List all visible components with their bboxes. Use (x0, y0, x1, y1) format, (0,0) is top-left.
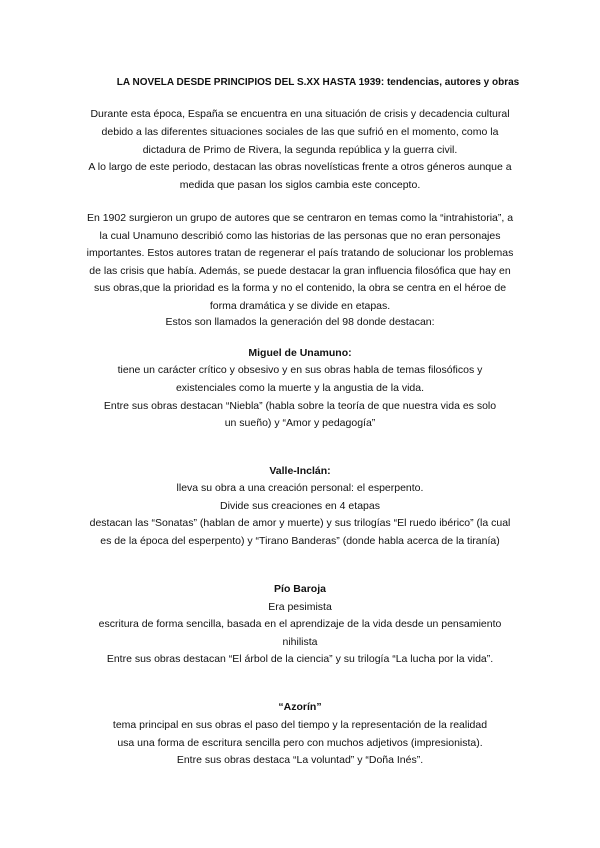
azorin-line: tema principal en sus obras el paso del tiempo y la representación de la realidad (112, 719, 488, 731)
author-heading-baroja: Pío Baroja (274, 583, 326, 595)
author-heading-valle: Valle-Inclán: (269, 465, 331, 477)
intro-paragraph-1-line: A lo largo de este periodo, destacan las obras novelísticas frente a otros géneros aunque a (88, 161, 512, 173)
unamuno-line: existenciales como la muerte y la angustia de la vida. (175, 382, 425, 394)
intro-paragraph-1-line: dictadura de Primo de Rivera, la segunda república y la guerra civil. (142, 144, 458, 156)
author-heading-azorin: “Azorín” (278, 701, 322, 713)
baroja-line: Era pesimista (268, 601, 332, 613)
intro-paragraph-2-line: En 1902 surgieron un grupo de autores que se centraron en temas como la “intrahistoria”, a (86, 212, 514, 224)
intro-paragraph-2-line: la cual Unamuno describió como las historias de las personas que no eran personajes (99, 230, 501, 242)
valle-line: es de la época del esperpento) y “Tirano Banderas” (donde habla acerca de la tiranía) (100, 535, 500, 547)
document-title: LA NOVELA DESDE PRINCIPIOS DEL S.XX HASTA 1939: tendencias, autores y obras (116, 77, 520, 88)
azorin-line: usa una forma de escritura sencilla pero con muchos adjetivos (impresionista). (117, 737, 483, 749)
unamuno-line: un sueño) y “Amor y pedagogía” (224, 417, 376, 429)
intro-paragraph-2-line: Estos son llamados la generación del 98 donde destacan: (165, 316, 435, 328)
baroja-line: Entre sus obras destacan “El árbol de la ciencia” y su trilogía “La lucha por la vida”. (106, 653, 494, 665)
intro-paragraph-2-line: importantes. Estos autores tratan de regenerar el país tratando de solucionar los problemas (86, 247, 514, 259)
intro-paragraph-1-line: medida que pasan los siglos cambia este concepto. (179, 179, 421, 191)
author-heading-unamuno: Miguel de Unamuno: (248, 347, 352, 359)
unamuno-line: Entre sus obras destacan “Niebla” (habla sobre la teoría de que nuestra vida es solo (103, 400, 497, 412)
azorin-line: Entre sus obras destaca “La voluntad” y “Doña Inés”. (176, 754, 424, 766)
intro-paragraph-1-line: Durante esta época, España se encuentra en una situación de crisis y decadencia cultural (90, 108, 510, 120)
baroja-line: escritura de forma sencilla, basada en el aprendizaje de la vida desde un pensamiento (98, 618, 502, 630)
intro-paragraph-2-line: de las crisis que había. Además, se puede destacar la gran influencia filosófica que hay en (89, 265, 511, 277)
intro-paragraph-2-line: sus obras,que la prioridad es la forma y no el contenido, la obra se centra en el héroe de (93, 282, 507, 294)
intro-paragraph-1-line: debido a las diferentes situaciones sociales de las que sufrió en el momento, como la (101, 126, 499, 138)
valle-line: lleva su obra a una creación personal: el esperpento. (176, 482, 424, 494)
valle-line: Divide sus creaciones en 4 etapas (220, 500, 380, 512)
baroja-line: nihilista (282, 636, 318, 648)
intro-paragraph-2-line: forma dramática y se divide en etapas. (209, 300, 391, 312)
valle-line: destacan las “Sonatas” (hablan de amor y muerte) y sus trilogías “El ruedo ibérico” (la cual (89, 517, 511, 529)
unamuno-line: tiene un carácter crítico y obsesivo y en sus obras habla de temas filosóficos y (117, 364, 483, 376)
